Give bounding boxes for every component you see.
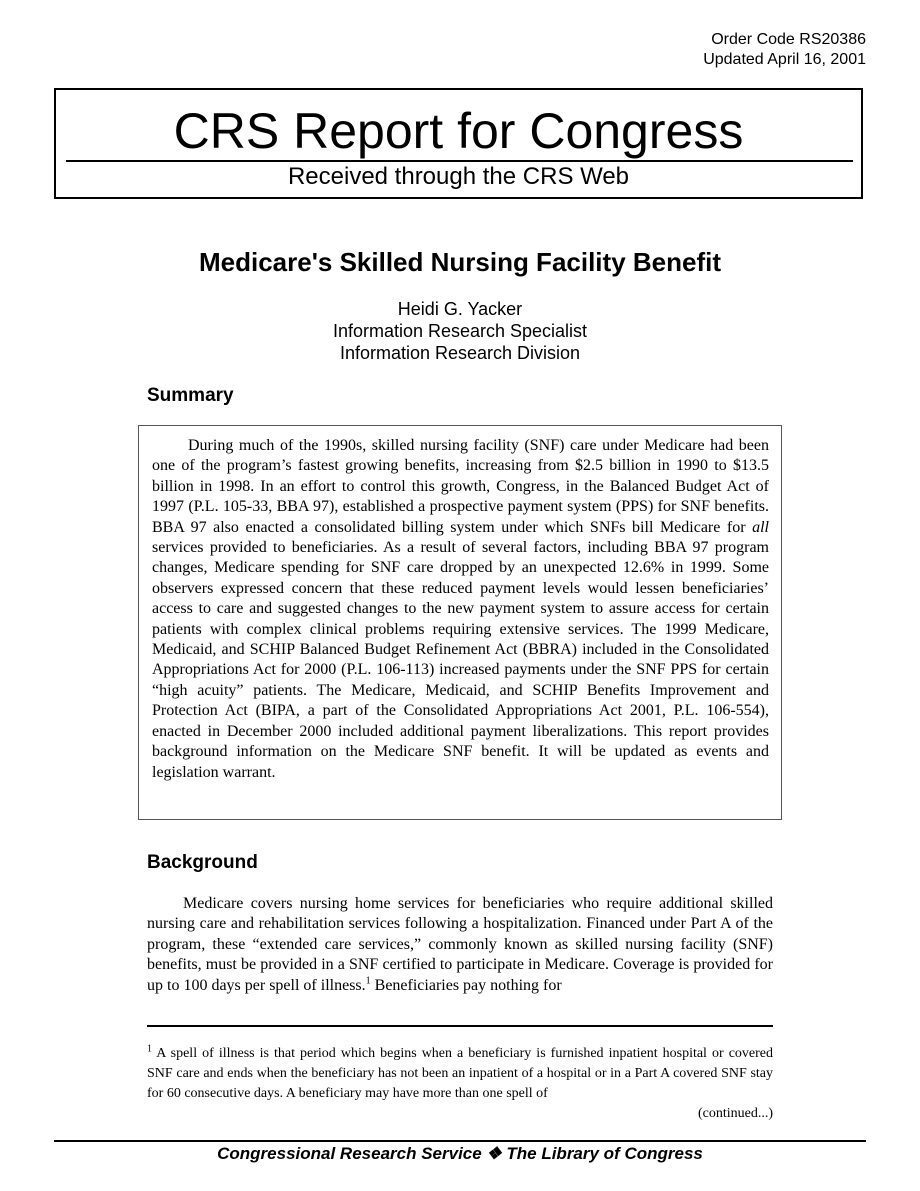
background-paragraph <box>147 894 773 996</box>
background-text-a: Medicare covers nursing home services for beneficiaries who require additional skilled nursing care and rehabilitation services following a hospitalization. Financed under Part A of the program, these “extended care services,” commonly known as skilled nursing facility (SNF) benefits, must be provided in a SNF certified to participate in Medicare. Coverage is provided for up to 100 days per spell of illness. <box>147 895 773 994</box>
banner-title: CRS Report for Congress <box>173 103 744 159</box>
order-code: Order Code RS20386 <box>711 31 866 48</box>
summary-italic-word: all <box>752 518 769 536</box>
author-block <box>0 298 920 364</box>
footnote-reference[interactable]: 1 <box>365 975 371 987</box>
footnote <box>147 1044 773 1124</box>
summary-paragraph <box>152 436 769 783</box>
footnote-divider <box>147 1025 773 1027</box>
background-text-b: Beneficiaries pay nothing for <box>370 976 562 994</box>
author-division: Information Research Division <box>339 343 581 363</box>
footnote-text: A spell of illness is that period which begins when a beneficiary is furnished inpatient hospital or covered SNF care and ends when the beneficiary has not been an inpatient of a hospital or in a Part A covered SNF stay for 60 consecutive days. A beneficiary may have more than one spell of <box>147 1046 773 1101</box>
author-position: Information Research Specialist <box>332 321 588 341</box>
document-title: Medicare's Skilled Nursing Facility Benefit <box>198 247 721 277</box>
summary-box <box>138 425 782 820</box>
footnote-body <box>147 1044 773 1104</box>
author-name: Heidi G. Yacker <box>397 299 523 319</box>
page-footer: Congressional Research Service ❖ The Library of Congress <box>217 1144 703 1163</box>
summary-text-a: During much of the 1990s, skilled nursing facility (SNF) care under Medicare had been one of the program’s fastest growing benefits, increasing from $2.5 billion in 1990 to $13.5 billion in 1998. In an effort to control this growth, Congress, in the Balanced Budget Act of 1997 (P.L. 105-33, BBA 97), established a prospective payment system (PPS) for SNF benefits. BBA 97 also enacted a consolidated billing system under which SNFs bill Medicare for <box>152 437 769 536</box>
footnote-mark: 1 <box>147 1043 152 1055</box>
summary-heading: Summary <box>147 385 234 406</box>
report-banner <box>54 88 863 199</box>
background-section <box>147 894 773 996</box>
summary-text-b: services provided to beneficiaries. As a result of several factors, including BBA 97 program changes, Medicare spending for SNF care dropped by an unexpected 12.6% in 1999. Some observers expressed concern that these reduced payment levels would lessen beneficiaries’ access to care and suggested changes to the new payment system to assure access for certain patients with complex clinical problems requiring extensive services. The 1999 Medicare, Medicaid, and SCHIP Balanced Budget Refinement Act (BBRA) included in the Consolidated Appropriations Act for 2000 (P.L. 106-113) increased payments under the SNF PPS for certain “high acuity” patients. The Medicare, Medicaid, and SCHIP Benefits Improvement and Protection Act (BIPA, a part of the Consolidated Appropriations Act 2001, P.L. 106-554), enacted in December 2000 included additional payment liberalizations. This report provides background information on the Medicare SNF benefit. It will be updated as events and legislation warrant. <box>152 539 769 781</box>
footer-divider <box>54 1140 866 1142</box>
updated-date: Updated April 16, 2001 <box>703 51 866 68</box>
footnote-continued: (continued...) <box>697 1106 773 1121</box>
banner-subtitle: Received through the CRS Web <box>287 163 630 190</box>
background-heading: Background <box>147 852 258 873</box>
order-info <box>703 30 866 70</box>
